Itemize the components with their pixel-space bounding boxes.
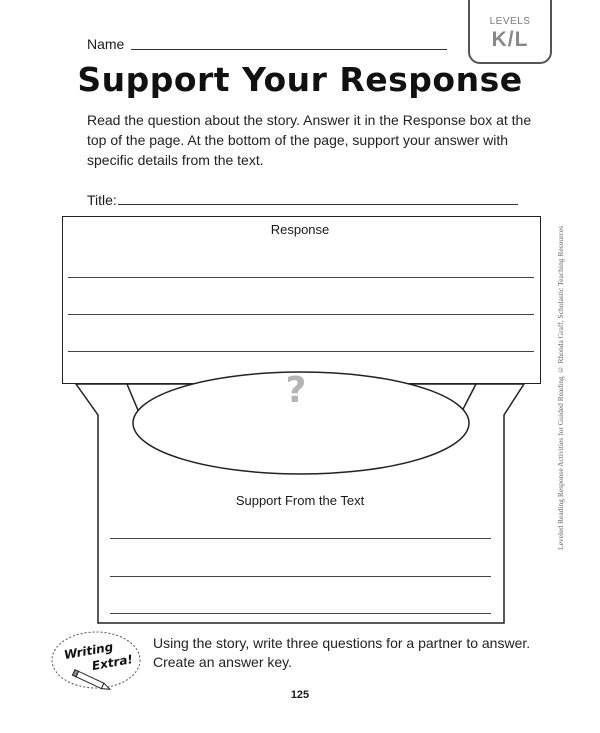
support-line-3[interactable] xyxy=(110,613,491,614)
support-line-2[interactable] xyxy=(110,576,491,577)
instructions: Read the question about the story. Answer it in the Response box at the top of the page. At the bottom of the page, support your answer with specific details from the text. xyxy=(87,112,532,168)
writing-extra-badge xyxy=(50,630,148,694)
name-label: Name xyxy=(87,36,125,52)
levels-label: LEVELS xyxy=(489,16,531,27)
badge-line1: Writing xyxy=(62,639,115,663)
page-title: Support Your Response xyxy=(77,60,523,99)
side-credit: Leveled Reading Response Activities for Guided Reading © Rhonda Graff, Scholastic Teaching Resources xyxy=(556,225,565,550)
response-label: Response xyxy=(270,222,330,237)
support-line-1[interactable] xyxy=(110,538,491,539)
levels-value: K/L xyxy=(491,28,529,51)
badge-line2: Extra! xyxy=(90,652,134,674)
writing-extra-text: Using the story, write three questions for a partner to answer. Create an answer key. xyxy=(153,635,531,670)
story-title-label: Title: xyxy=(87,192,117,208)
support-label: Support From the Text xyxy=(235,493,365,508)
question-mark-icon: ? xyxy=(285,370,307,411)
page-number: 125 xyxy=(290,689,310,701)
